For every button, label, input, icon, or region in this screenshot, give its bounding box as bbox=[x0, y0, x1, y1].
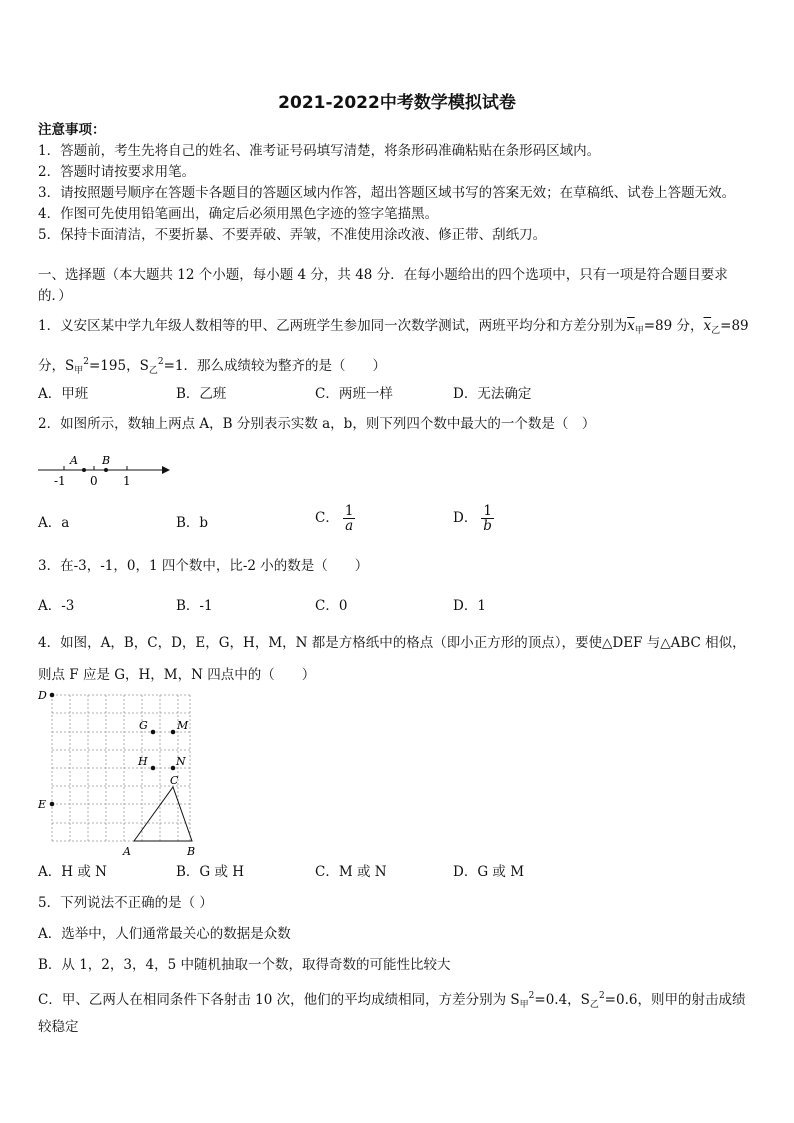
q3-option-c[interactable]: C．0 bbox=[315, 598, 348, 614]
grid-figure bbox=[36, 686, 201, 858]
q2-option-a[interactable]: A．a bbox=[38, 515, 70, 531]
q3-option-d[interactable]: D．1 bbox=[453, 598, 486, 614]
note-item: 4．作图可先使用铅笔画出，确定后必须用黑色字迹的签字笔描黑。 bbox=[38, 206, 439, 222]
fraction-one-over-a: $\frac{1}{a}$ bbox=[344, 503, 354, 534]
q5-option-c-cont: 较稳定 bbox=[38, 1019, 79, 1035]
point-b bbox=[104, 468, 108, 472]
label-zero: 0 bbox=[90, 474, 98, 488]
question-5-text: 5．下列说法不正确的是（ ） bbox=[38, 895, 213, 911]
point-a bbox=[82, 468, 86, 472]
label-h: H bbox=[138, 755, 148, 768]
question-1-text: 1．义安区某中学九年级人数相等的甲、乙两班学生参加同一次数学测试，两班平均分和方差分别为$\overline{x}_甲=89$ 分，$\overline{x}_乙=89$ bbox=[38, 318, 749, 336]
page-title: 2021-2022中考数学模拟试卷 bbox=[278, 93, 516, 113]
fraction-one-over-b: $\frac{1}{b}$ bbox=[483, 503, 492, 534]
note-item: 2．答题时请按要求用笔。 bbox=[38, 164, 196, 180]
point-e bbox=[50, 802, 55, 807]
label-m: M bbox=[177, 719, 189, 732]
question-1-text-cont: 分，$S_甲^2=195$，$S_乙^2=1$．那么成绩较为整齐的是（ ） bbox=[38, 357, 386, 376]
number-line-figure bbox=[36, 452, 171, 488]
triangle-abc bbox=[134, 787, 192, 841]
q1-option-b[interactable]: B．乙班 bbox=[176, 386, 227, 402]
question-2-text: 2．如图所示，数轴上两点 A，B 分别表示实数 a，b，则下列四个数中最大的一个数是（ ） bbox=[38, 416, 596, 432]
label-b: B bbox=[187, 845, 196, 858]
q2-option-d[interactable]: D． $\frac{1}{b}$ bbox=[453, 503, 492, 534]
point-n bbox=[171, 766, 176, 771]
question-4-text-cont: 则点 F 应是 G，H，M，N 四点中的（ ） bbox=[38, 667, 316, 683]
q1-option-d[interactable]: D．无法确定 bbox=[453, 386, 532, 402]
point-d bbox=[50, 693, 55, 698]
label-one: 1 bbox=[123, 474, 131, 488]
label-d: D bbox=[38, 689, 47, 702]
q1-option-a[interactable]: A．甲班 bbox=[38, 386, 89, 402]
q4-option-b[interactable]: B．G 或 H bbox=[176, 864, 245, 880]
q2-option-b[interactable]: B．b bbox=[176, 515, 209, 531]
q4-option-a[interactable]: A．H 或 N bbox=[38, 864, 107, 880]
note-item: 1．答题前，考生先将自己的姓名、准考证号码填写清楚，将条形码准确粘贴在条形码区域内。 bbox=[38, 143, 601, 159]
section-heading-cont: 的．） bbox=[38, 288, 72, 304]
point-h bbox=[151, 766, 156, 771]
point-m bbox=[171, 730, 176, 735]
q3-option-b[interactable]: B．-1 bbox=[176, 598, 213, 614]
question-4-text: 4．如图，A，B，C，D，E，G，H，M，N 都是方格纸中的格点（即小正方形的顶点），要使△DEF 与△ABC 相似， bbox=[38, 635, 746, 651]
q3-option-a[interactable]: A．-3 bbox=[38, 598, 75, 614]
note-item: 5．保持卡面清洁，不要折暴、不要弄破、弄皱，不准使用涂改液、修正带、刮纸刀。 bbox=[38, 227, 547, 243]
point-g bbox=[151, 730, 156, 735]
note-item: 3．请按照题号顺序在答题卡各题目的答题区域内作答，超出答题区域书写的答案无效；在草稿纸、试卷上答题无效。 bbox=[38, 185, 736, 201]
label-c: C bbox=[170, 774, 179, 787]
q2-option-c[interactable]: C． $\frac{1}{a}$ bbox=[315, 503, 354, 534]
q5-option-c[interactable]: C．甲、乙两人在相同条件下各射击 10 次，他们的平均成绩相同，方差分别为 $S_甲^2=0.4$，$S_乙^2=0.6$，则甲的射击成绩 bbox=[38, 991, 746, 1010]
label-b: B bbox=[102, 454, 111, 467]
label-n: N bbox=[176, 755, 186, 768]
q5-option-a[interactable]: A．选举中，人们通常最关心的数据是众数 bbox=[38, 926, 291, 942]
label-e: E bbox=[38, 798, 47, 811]
notes-heading: 注意事项： bbox=[38, 122, 106, 138]
number-line-arrow bbox=[162, 466, 170, 474]
label-g: G bbox=[139, 719, 148, 732]
label-a: A bbox=[123, 845, 131, 858]
q4-option-c[interactable]: C．M 或 N bbox=[315, 864, 387, 880]
label-minus-one: -1 bbox=[54, 474, 66, 488]
q5-option-b[interactable]: B．从 1，2，3，4，5 中随机抽取一个数，取得奇数的可能性比较大 bbox=[38, 957, 451, 973]
q1-option-c[interactable]: C．两班一样 bbox=[315, 386, 393, 402]
question-3-text: 3．在-3，-1，0，1 四个数中，比-2 小的数是（ ） bbox=[38, 558, 369, 574]
section-heading: 一、选择题（本大题共 12 个小题，每小题 4 分，共 48 分．在每小题给出的四个选项中，只有一项是符合题目要求 bbox=[38, 267, 728, 283]
q4-option-d[interactable]: D．G 或 M bbox=[453, 864, 525, 880]
label-a: A bbox=[70, 454, 78, 467]
